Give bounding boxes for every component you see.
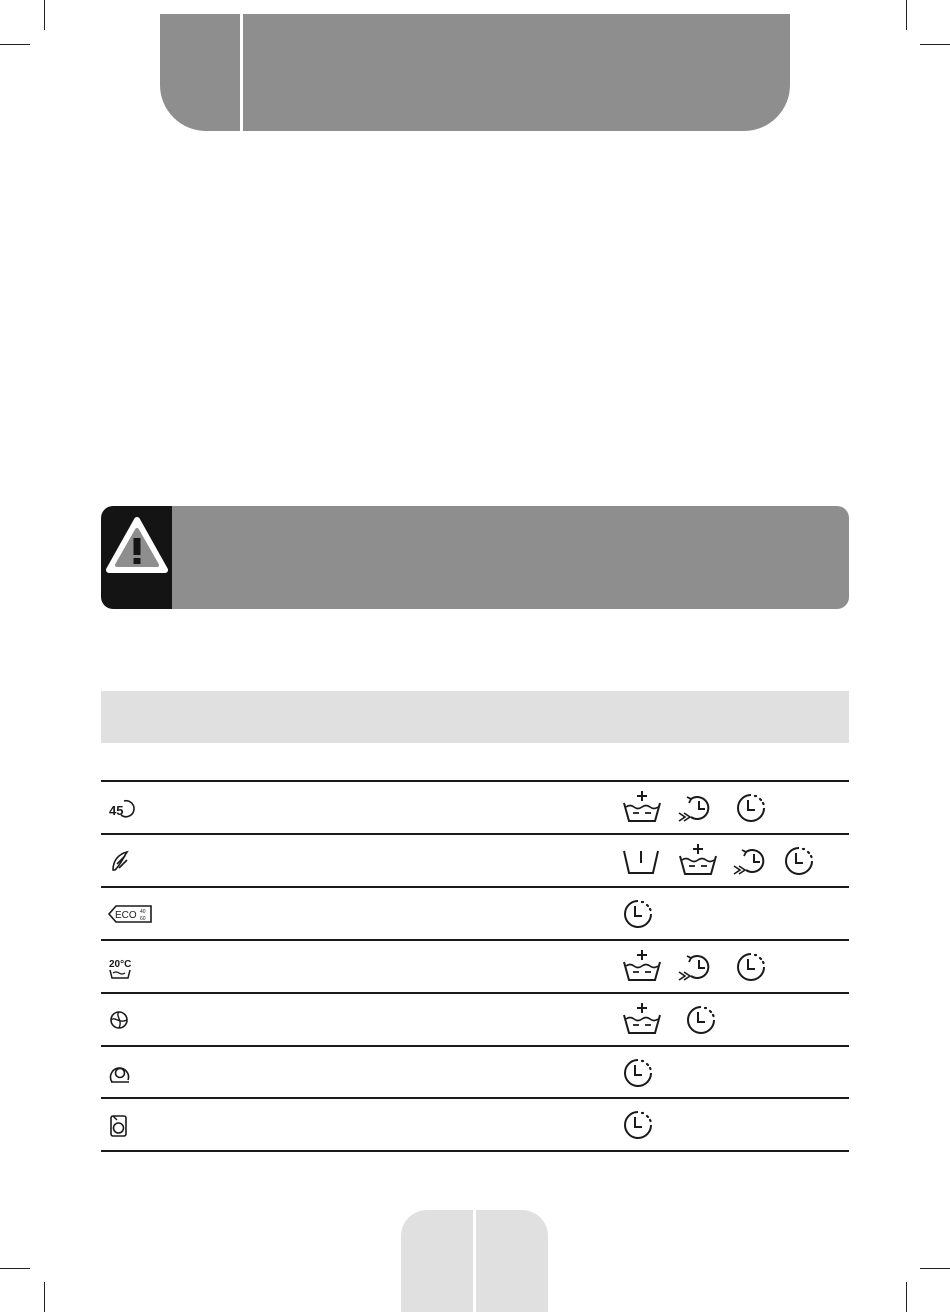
drum-clean-icon — [107, 1111, 153, 1141]
svg-text:ECO: ECO — [115, 910, 137, 921]
table-rule — [101, 1097, 849, 1099]
delay-start-icon — [732, 844, 770, 878]
eco-40-60-icon — [107, 899, 153, 929]
chapter-header-divider — [240, 14, 243, 131]
table-rule — [101, 1045, 849, 1047]
crop-mark — [44, 1282, 45, 1312]
time-icon — [621, 1108, 655, 1142]
hand-wash-feather-icon — [107, 846, 153, 876]
crop-mark — [920, 44, 950, 45]
warning-triangle-icon — [105, 516, 169, 576]
crop-mark — [906, 0, 907, 30]
45-minute-program-icon — [107, 793, 153, 823]
table-rule — [101, 939, 849, 941]
svg-text:45: 45 — [109, 803, 124, 818]
crop-mark — [0, 44, 30, 45]
table-rule — [101, 886, 849, 888]
crop-mark — [906, 1282, 907, 1312]
table-rule — [101, 833, 849, 835]
20-degree-wash-icon — [107, 952, 153, 982]
time-icon — [734, 791, 768, 825]
time-icon — [782, 844, 816, 878]
time-icon — [734, 950, 768, 984]
svg-text:40: 40 — [140, 909, 146, 915]
synthetics-swirl-icon — [107, 1005, 153, 1035]
delay-start-icon — [677, 950, 715, 984]
svg-text:60: 60 — [140, 916, 146, 922]
time-icon — [621, 1056, 655, 1090]
crop-mark — [920, 1268, 950, 1269]
delay-start-icon — [677, 791, 715, 825]
time-icon — [684, 1003, 718, 1037]
svg-text:20°C: 20°C — [109, 959, 132, 970]
prewash-icon — [621, 789, 663, 825]
table-rule — [101, 1150, 849, 1152]
spin-drum-icon — [107, 1058, 153, 1088]
table-rule — [101, 992, 849, 994]
prewash-icon — [677, 842, 719, 878]
chapter-header-tab — [160, 14, 790, 131]
basin-icon — [621, 843, 661, 879]
prewash-icon — [621, 1001, 663, 1037]
table-rule — [101, 780, 849, 782]
table-header — [101, 691, 849, 743]
warning-box — [101, 506, 849, 609]
crop-mark — [0, 1268, 30, 1269]
warning-icon-cell — [101, 506, 172, 609]
page-number-divider — [473, 1210, 476, 1312]
crop-mark — [44, 0, 45, 30]
prewash-icon — [621, 948, 663, 984]
time-icon — [621, 897, 655, 931]
